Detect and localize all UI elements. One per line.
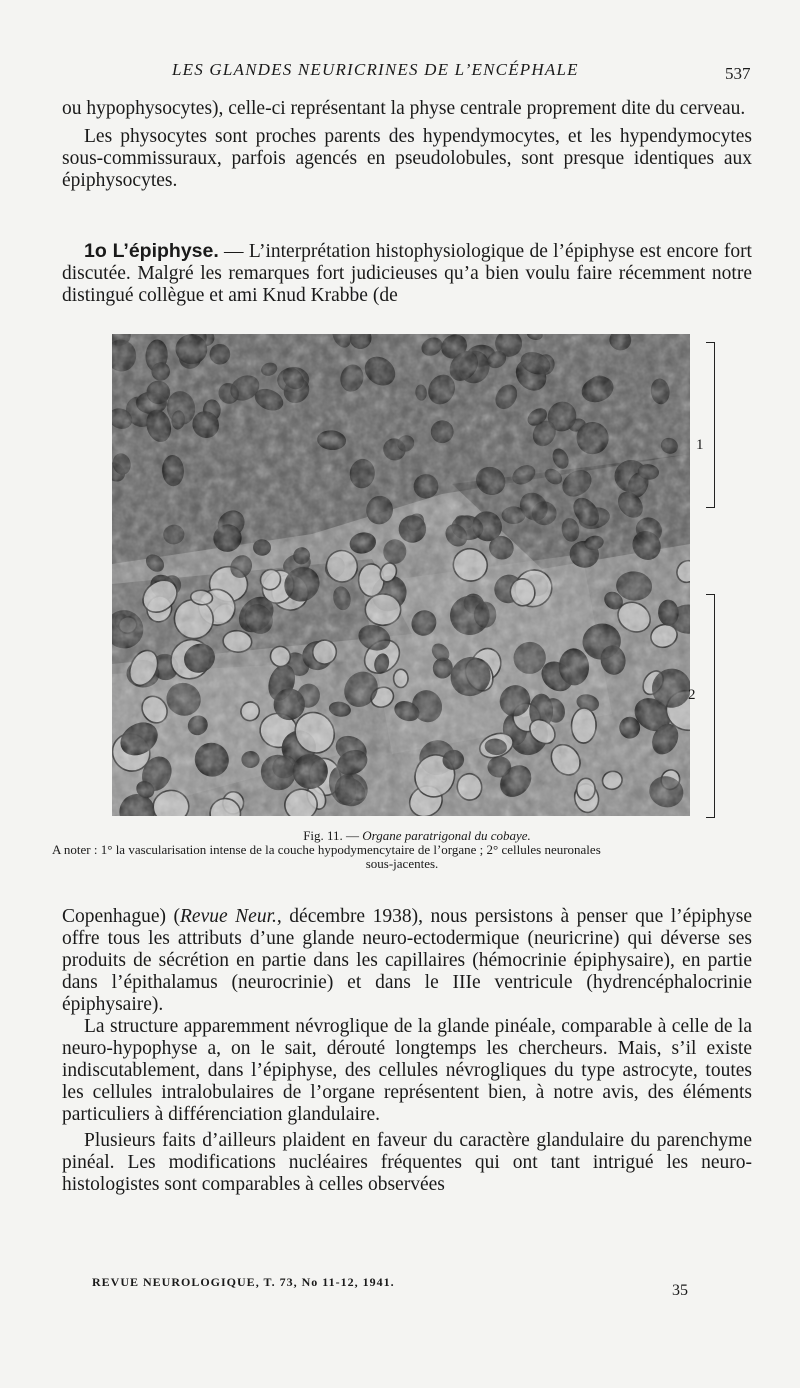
micrograph-image (112, 334, 690, 816)
section-heading: 1o L’épiphyse. (84, 240, 219, 262)
paragraph: ou hypophysocytes), celle-ci représentant la physe centrale proprement dite du cerveau. (62, 98, 746, 119)
journal-reference (92, 1274, 395, 1291)
paragraph: Plusieurs faits d’ailleurs plaident en faveur du caractère glandulaire du parenchyme pinéal. Les modifications nucléaires fréquentes qui ont tant intrigué les neuro-histologistes sont comparables à celles observées (62, 1130, 752, 1195)
paragraph: La structure apparemment névroglique de la glande pinéale, comparable à celle de la neuro-hypophyse a, on le sait, dérouté longtemps les chercheurs. Mais, s’il existe indiscutablement, dans l’épiphyse, des cellules névrogliques du type astrocyte, toutes les cellules intralobulaires de l’organe représentent bien, à notre avis, des éléments particuliers à différenciation glandulaire. (62, 1016, 752, 1125)
region-label-1: 1 (696, 437, 704, 453)
journal-citation: Revue Neur. (180, 906, 277, 927)
caption-label: Fig. 11. — (303, 828, 360, 843)
text-run: , décembre 1938), nous persistons à penser que l’épiphyse offre tous les attributs d’une glande neuro-ectodermique (neuricrine) qui déverse ses produits de sécrétion en partie dans les capillaires (hémocrinie épiphysaire), en partie dans l’épithalamus (neurocrinie) et dans le IIIe ventricule (hydrencéphalocrinie épiphysaire). (62, 906, 752, 1015)
bottom-paragraphs (62, 906, 752, 1196)
paragraph (62, 906, 752, 1016)
region-label-2: 2 (688, 687, 696, 703)
text-run: Copenhague) ( (62, 906, 180, 927)
section-text: — L’interprétation histophysiologique de l’épiphyse est encore fort discutée. Malgré les remarques fort judicieuses qu’a bien voulu faire récemment notre distingué collègue et ami Knud Krabbe (de (62, 241, 752, 306)
section-epiphyse (62, 240, 752, 307)
caption-title: Organe paratrigonal du cobaye. (362, 828, 531, 843)
journal-reference-text: REVUE NEUROLOGIQUE, T. 73, No 11-12, 1941. (92, 1275, 395, 1289)
micrograph-figure (112, 334, 690, 816)
paragraph: Les physocytes sont proches parents des hypendymocytes, et les hypendymocytes sous-commissuraux, parfois agencés en pseudolobules, sont presque identiques aux épiphysocytes. (62, 126, 752, 191)
caption-last-line: sous-jacentes. (365, 856, 439, 871)
signature-number: 35 (672, 1282, 688, 1299)
page-number: 537 (725, 64, 751, 83)
bracket-region-1 (706, 342, 715, 508)
paragraph (62, 240, 752, 307)
caption-text: A noter : 1° la vascularisation intense de la couche hypodymencytaire de l’organe ; 2° cellules neuronales (52, 842, 601, 857)
figure-caption (52, 829, 752, 871)
caption-title-line (52, 829, 752, 843)
bracket-region-2 (706, 594, 715, 818)
top-paragraphs (62, 98, 752, 192)
running-title: LES GLANDES NEURICRINES DE L’ENCÉPHALE (172, 60, 579, 79)
